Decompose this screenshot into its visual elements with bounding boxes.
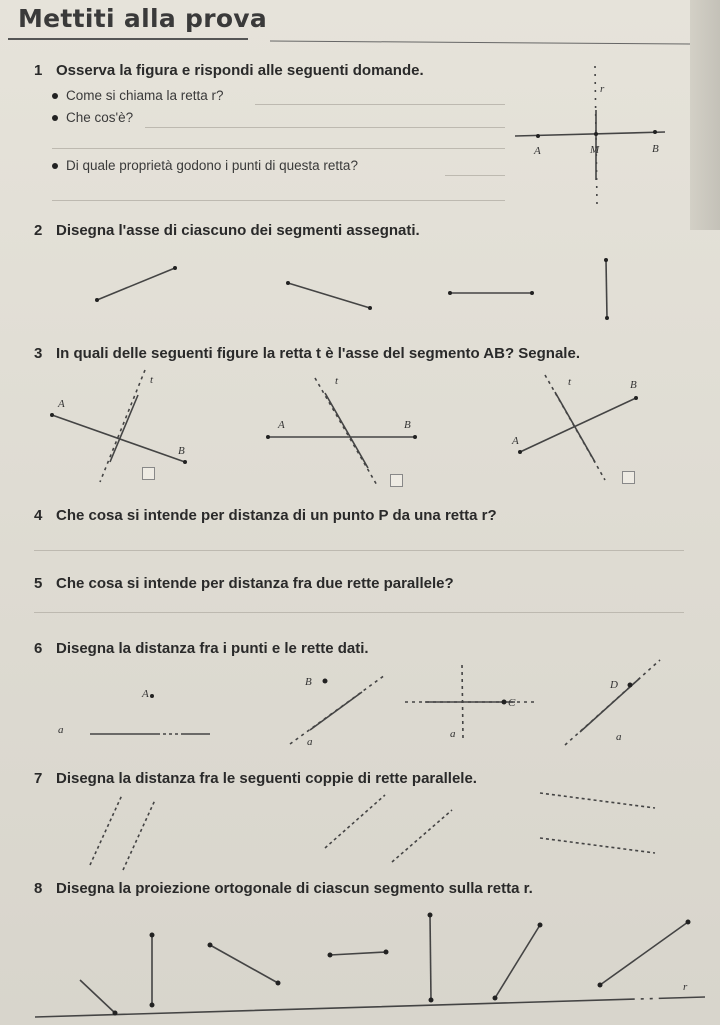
q2-endpoint (368, 306, 372, 310)
q2-endpoint (286, 281, 290, 285)
q6-point-a (150, 694, 154, 698)
q1-label-a: A (534, 145, 541, 157)
q7-pair3-line1 (540, 793, 655, 808)
question-1-bullet-3: Di quale proprietà godono i punti di questa retta? (52, 158, 358, 173)
q3-fig2-label-a: A (278, 419, 285, 431)
q8-segment-6 (495, 925, 540, 998)
q3-fig1-line-t (100, 370, 145, 482)
q7-pair1-line1 (90, 795, 122, 865)
q2-segment-1 (97, 268, 175, 300)
q6-label-line-3: a (450, 728, 456, 740)
question-4-number: 4 (34, 507, 43, 524)
question-2-text: Disegna l'asse di ciascuno dei segmenti assegnati. (56, 222, 420, 239)
q8-endpoint (598, 983, 603, 988)
q6-point-d (628, 683, 633, 688)
q3-fig2-point-b (413, 435, 417, 439)
q3-fig1-label-t: t (150, 374, 154, 386)
q3-fig1-segment (52, 415, 185, 462)
question-7-text: Disegna la distanza fra le seguenti coppie di rette parallele. (56, 770, 477, 787)
q8-endpoint (384, 950, 389, 955)
q8-line-r (35, 997, 705, 1017)
q3-fig1-point-a (50, 413, 54, 417)
q7-pair2-line2 (392, 810, 452, 862)
q1-label-b: B (652, 143, 659, 155)
q7-pair1-line2 (123, 800, 155, 870)
q6-label-a: A (142, 688, 149, 700)
q8-endpoint (428, 913, 433, 918)
q3-fig3-label-b: B (630, 379, 637, 391)
q1-point-a (536, 134, 540, 138)
q8-endpoint (493, 996, 498, 1001)
q8-endpoint (150, 933, 155, 938)
q2-endpoint (448, 291, 452, 295)
q3-fig1-point-b (183, 460, 187, 464)
q2-endpoint (95, 298, 99, 302)
q6-label-b: B (305, 676, 312, 688)
question-8-text: Disegna la proiezione ortogonale di ciascun segmento sulla retta r. (56, 880, 533, 897)
q3-fig2-point-a (266, 435, 270, 439)
q8-endpoint (686, 920, 691, 925)
question-6-text: Disegna la distanza fra i punti e le rette dati. (56, 640, 369, 657)
q8-endpoint (150, 1003, 155, 1008)
q8-segment-3 (210, 945, 278, 983)
question-7-number: 7 (34, 770, 43, 787)
q2-segment-4 (606, 260, 607, 318)
q7-pair3-line2 (540, 838, 655, 853)
question-1-number: 1 (34, 62, 43, 79)
q6-label-d: D (610, 679, 618, 691)
q2-endpoint (604, 258, 608, 262)
q6-label-line-4: a (616, 731, 622, 743)
q6-point-c (502, 700, 507, 705)
q8-endpoint (538, 923, 543, 928)
q3-fig3-segment (520, 398, 636, 452)
q1-label-r: r (600, 83, 605, 95)
q2-endpoint (173, 266, 177, 270)
q8-endpoint (276, 981, 281, 986)
q2-endpoint (605, 316, 609, 320)
q3-fig1-line-t-solid (110, 395, 138, 462)
question-3-number: 3 (34, 345, 43, 362)
question-4-text: Che cosa si intende per distanza di un punto P da una retta r? (56, 507, 497, 524)
q6-point-b (323, 679, 328, 684)
q1-label-m: M (590, 144, 600, 156)
q1-point-m (594, 132, 598, 136)
q3-fig2-label-b: B (404, 419, 411, 431)
q2-segment-2 (288, 283, 370, 308)
q3-fig3-point-b (634, 396, 638, 400)
q3-fig3-label-t: t (568, 376, 572, 388)
q1-point-b (653, 130, 657, 134)
q6-label-line-2: a (307, 736, 313, 748)
question-1-text: Osserva la figura e rispondi alle seguenti domande. (56, 62, 424, 79)
q3-fig2-label-t: t (335, 375, 339, 387)
q8-endpoint (208, 943, 213, 948)
question-6-number: 6 (34, 640, 43, 657)
q7-pair2-line1 (325, 795, 385, 848)
question-3-text: In quali delle seguenti figure la retta t è l'asse del segmento AB? Segnale. (56, 345, 580, 362)
question-5-number: 5 (34, 575, 43, 592)
q8-segment-4 (330, 952, 386, 955)
q8-segment-7 (600, 922, 688, 985)
q3-fig3-label-a: A (512, 435, 519, 447)
q8-endpoint (328, 953, 333, 958)
question-5-text: Che cosa si intende per distanza fra due rette parallele? (56, 575, 454, 592)
page-title: Mettiti alla prova (18, 4, 268, 33)
question-1-bullet-2: Che cos'è? (52, 110, 133, 125)
q8-endpoint (113, 1011, 118, 1016)
q3-fig1-label-b: B (178, 445, 185, 457)
q8-label-r: r (683, 981, 688, 993)
q6-line-2-solid (310, 692, 362, 730)
q8-segment-5 (430, 915, 431, 1000)
q6-label-c: C (508, 697, 516, 709)
question-1-bullet-1: Come si chiama la retta r? (52, 88, 224, 103)
q8-segment-1 (80, 980, 115, 1013)
question-8-number: 8 (34, 880, 43, 897)
q3-fig3-point-a (518, 450, 522, 454)
question-2-number: 2 (34, 222, 43, 239)
q3-fig2-line-t (315, 378, 378, 487)
q6-line-3b (462, 665, 463, 738)
q6-label-line-a: a (58, 724, 64, 736)
q3-fig1-label-a: A (58, 398, 65, 410)
q3-fig2-line-t-solid (325, 393, 368, 468)
q3-fig3-line-t-solid (555, 392, 595, 462)
q8-endpoint (429, 998, 434, 1003)
q2-endpoint (530, 291, 534, 295)
